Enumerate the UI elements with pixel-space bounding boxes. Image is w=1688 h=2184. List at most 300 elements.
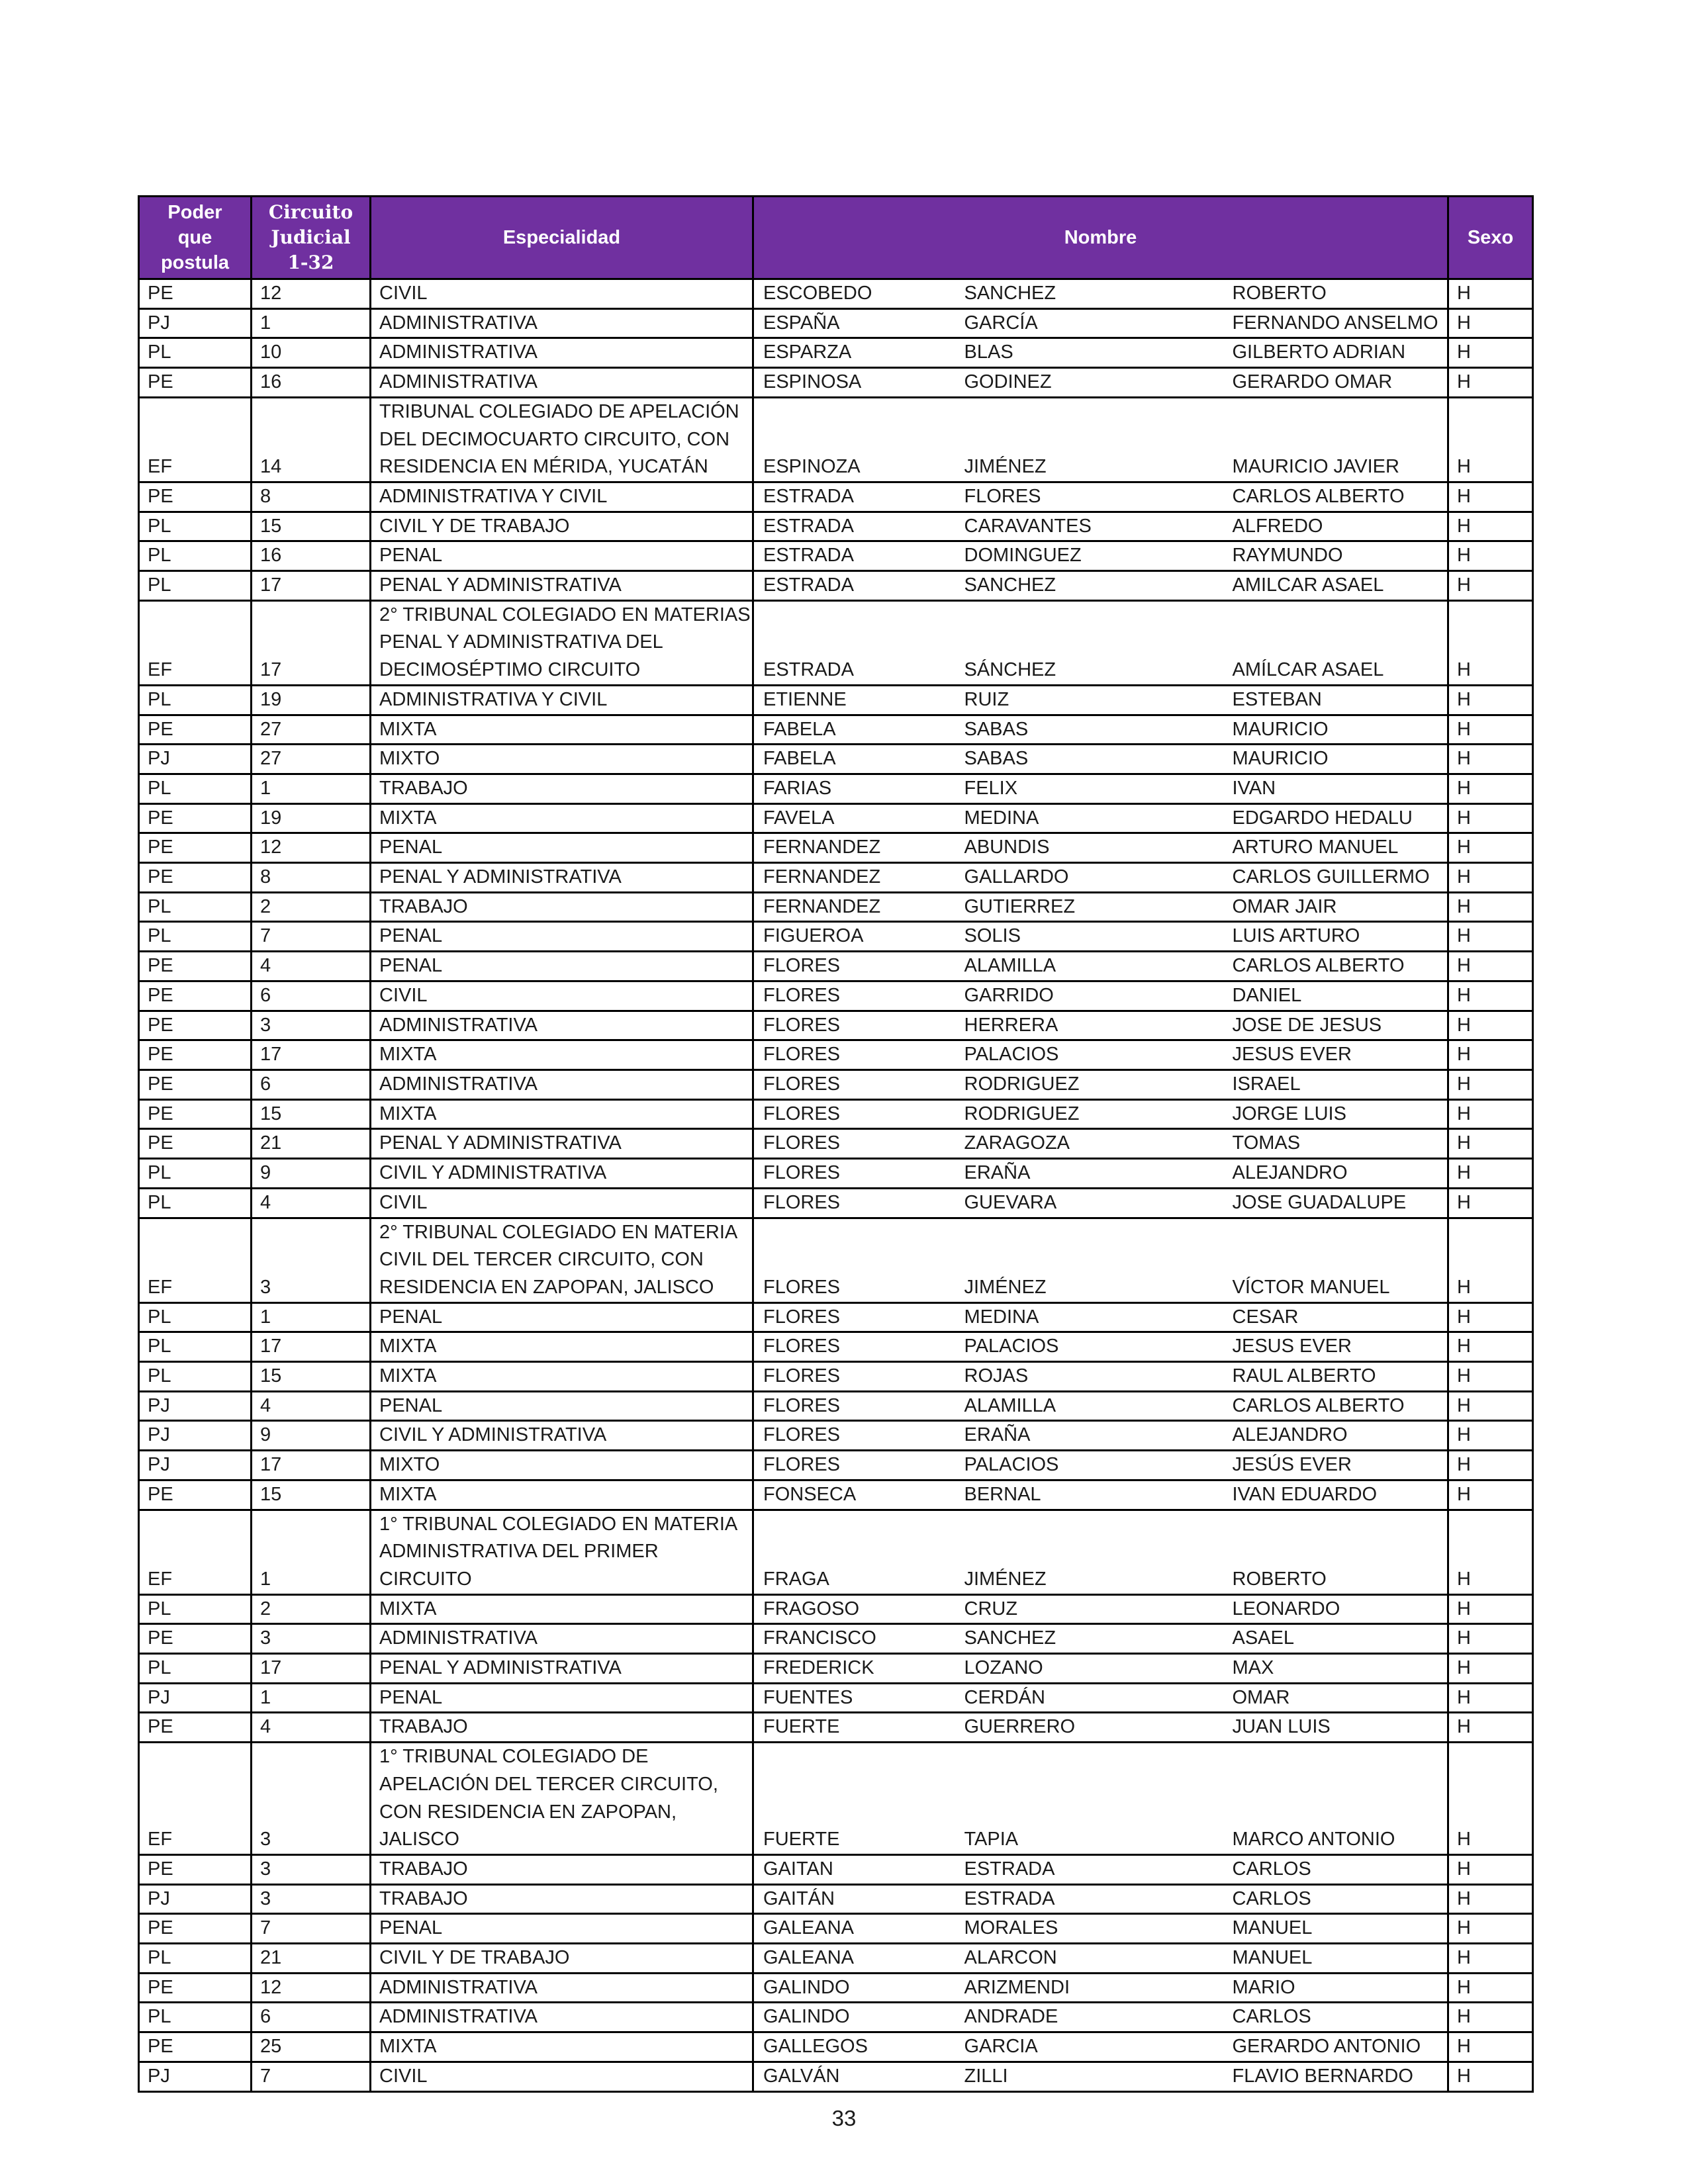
cell-poder: PE xyxy=(139,715,252,745)
table-row xyxy=(139,1040,1533,1070)
table-row xyxy=(139,1302,1533,1332)
cell-sexo: H xyxy=(1448,571,1533,601)
cell-apellido-paterno: FLORES xyxy=(753,1451,955,1480)
cell-sexo: H xyxy=(1448,1854,1533,1884)
cell-apellido-materno: SÁNCHEZ xyxy=(955,600,1223,685)
cell-sexo: H xyxy=(1448,1480,1533,1510)
cell-apellido-materno: ZARAGOZA xyxy=(955,1129,1223,1159)
cell-especialidad: 2° TRIBUNAL COLEGIADO EN MATERIAS PENAL Y ADMINISTRATIVA DEL DECIMOSÉPTIMO CIRCUITO xyxy=(371,600,753,685)
cell-poder: PE xyxy=(139,482,252,512)
cell-apellido-paterno: GAITAN xyxy=(753,1854,955,1884)
cell-apellido-materno: ESTRADA xyxy=(955,1884,1223,1914)
cell-nombres: FERNANDO ANSELMO xyxy=(1223,308,1448,338)
cell-especialidad: ADMINISTRATIVA xyxy=(371,368,753,398)
cell-especialidad: CIVIL xyxy=(371,279,753,309)
cell-nombres: GILBERTO ADRIAN xyxy=(1223,338,1448,368)
cell-sexo: H xyxy=(1448,952,1533,981)
cell-especialidad: 2° TRIBUNAL COLEGIADO EN MATERIA CIVIL DEL TERCER CIRCUITO, CON RESIDENCIA EN ZAPOPAN, JALISCO xyxy=(371,1218,753,1302)
cell-nombres: CESAR xyxy=(1223,1302,1448,1332)
cell-circuito: 15 xyxy=(252,512,371,541)
cell-poder: EF xyxy=(139,600,252,685)
cell-circuito: 3 xyxy=(252,1624,371,1654)
cell-nombres: OMAR xyxy=(1223,1683,1448,1713)
cell-sexo: H xyxy=(1448,541,1533,571)
cell-poder: PL xyxy=(139,541,252,571)
table-row xyxy=(139,1624,1533,1654)
cell-sexo: H xyxy=(1448,1129,1533,1159)
cell-sexo: H xyxy=(1448,1099,1533,1129)
cell-especialidad: PENAL Y ADMINISTRATIVA xyxy=(371,1129,753,1159)
cell-nombres: GERARDO OMAR xyxy=(1223,368,1448,398)
cell-poder: PE xyxy=(139,803,252,833)
cell-especialidad: ADMINISTRATIVA xyxy=(371,1069,753,1099)
cell-nombres: MAURICIO xyxy=(1223,745,1448,774)
cell-nombres: AMILCAR ASAEL xyxy=(1223,571,1448,601)
cell-apellido-materno: LOZANO xyxy=(955,1654,1223,1684)
table-row xyxy=(139,1391,1533,1421)
cell-poder: PL xyxy=(139,1654,252,1684)
cell-poder: PE xyxy=(139,1040,252,1070)
cell-apellido-materno: ABUNDIS xyxy=(955,833,1223,863)
cell-poder: PL xyxy=(139,1594,252,1624)
cell-apellido-paterno: FLORES xyxy=(753,1332,955,1362)
cell-apellido-paterno: ESTRADA xyxy=(753,512,955,541)
cell-apellido-paterno: FLORES xyxy=(753,1069,955,1099)
cell-poder: PE xyxy=(139,279,252,309)
cell-poder: PE xyxy=(139,1854,252,1884)
cell-nombres: CARLOS ALBERTO xyxy=(1223,1391,1448,1421)
table-row xyxy=(139,833,1533,863)
cell-apellido-materno: FLORES xyxy=(955,482,1223,512)
cell-nombres: ROBERTO xyxy=(1223,279,1448,309)
cell-especialidad: CIVIL Y DE TRABAJO xyxy=(371,512,753,541)
cell-apellido-paterno: GALEANA xyxy=(753,1914,955,1944)
cell-circuito: 12 xyxy=(252,279,371,309)
cell-nombres: ESTEBAN xyxy=(1223,685,1448,715)
cell-nombres: OMAR JAIR xyxy=(1223,892,1448,922)
table-row xyxy=(139,279,1533,309)
cell-nombres: ALEJANDRO xyxy=(1223,1159,1448,1189)
cell-nombres: ASAEL xyxy=(1223,1624,1448,1654)
cell-nombres: RAUL ALBERTO xyxy=(1223,1362,1448,1392)
cell-apellido-paterno: FERNANDEZ xyxy=(753,892,955,922)
cell-poder: PE xyxy=(139,1129,252,1159)
cell-nombres: JOSE DE JESUS xyxy=(1223,1011,1448,1040)
cell-apellido-paterno: ESPARZA xyxy=(753,338,955,368)
table-body xyxy=(139,279,1533,2092)
cell-poder: PL xyxy=(139,1362,252,1392)
cell-sexo: H xyxy=(1448,892,1533,922)
cell-circuito: 10 xyxy=(252,338,371,368)
cell-especialidad: TRABAJO xyxy=(371,774,753,803)
cell-poder: PL xyxy=(139,1944,252,1974)
cell-apellido-paterno: FUENTES xyxy=(753,1683,955,1713)
cell-nombres: ROBERTO xyxy=(1223,1510,1448,1594)
cell-sexo: H xyxy=(1448,774,1533,803)
page-number: 33 xyxy=(831,2106,857,2130)
header-especialidad: Especialidad xyxy=(371,197,753,279)
cell-poder: PL xyxy=(139,1332,252,1362)
cell-especialidad: PENAL xyxy=(371,922,753,952)
cell-circuito: 19 xyxy=(252,803,371,833)
cell-poder: PL xyxy=(139,1188,252,1218)
cell-apellido-materno: ARIZMENDI xyxy=(955,1973,1223,2003)
cell-nombres: LUIS ARTURO xyxy=(1223,922,1448,952)
cell-apellido-materno: SANCHEZ xyxy=(955,1624,1223,1654)
cell-circuito: 16 xyxy=(252,541,371,571)
table-row xyxy=(139,482,1533,512)
cell-sexo: H xyxy=(1448,397,1533,482)
cell-especialidad: ADMINISTRATIVA xyxy=(371,2003,753,2032)
cell-circuito: 1 xyxy=(252,308,371,338)
cell-apellido-paterno: FUERTE xyxy=(753,1743,955,1855)
table-row xyxy=(139,368,1533,398)
cell-circuito: 16 xyxy=(252,368,371,398)
cell-sexo: H xyxy=(1448,1944,1533,1974)
cell-apellido-paterno: FRANCISCO xyxy=(753,1624,955,1654)
cell-sexo: H xyxy=(1448,338,1533,368)
cell-sexo: H xyxy=(1448,1421,1533,1451)
cell-poder: PL xyxy=(139,2003,252,2032)
cell-nombres: ISRAEL xyxy=(1223,1069,1448,1099)
cell-apellido-materno: CRUZ xyxy=(955,1594,1223,1624)
cell-nombres: MARCO ANTONIO xyxy=(1223,1743,1448,1855)
cell-poder: PE xyxy=(139,1624,252,1654)
table-row xyxy=(139,1011,1533,1040)
cell-poder: PE xyxy=(139,952,252,981)
cell-especialidad: PENAL xyxy=(371,1391,753,1421)
cell-nombres: MANUEL xyxy=(1223,1914,1448,1944)
cell-circuito: 4 xyxy=(252,952,371,981)
cell-circuito: 21 xyxy=(252,1129,371,1159)
cell-poder: EF xyxy=(139,1510,252,1594)
candidates-table xyxy=(138,195,1534,2093)
cell-sexo: H xyxy=(1448,685,1533,715)
table-row xyxy=(139,2062,1533,2091)
cell-sexo: H xyxy=(1448,279,1533,309)
cell-apellido-materno: BERNAL xyxy=(955,1480,1223,1510)
cell-sexo: H xyxy=(1448,1302,1533,1332)
table-row xyxy=(139,1973,1533,2003)
cell-circuito: 17 xyxy=(252,1654,371,1684)
cell-nombres: CARLOS GUILLERMO xyxy=(1223,863,1448,893)
cell-circuito: 27 xyxy=(252,745,371,774)
cell-apellido-paterno: FABELA xyxy=(753,745,955,774)
cell-poder: PE xyxy=(139,1011,252,1040)
header-poder xyxy=(139,197,252,279)
cell-apellido-paterno: FERNANDEZ xyxy=(753,833,955,863)
header-poder-label: Poder que postula xyxy=(160,202,230,273)
cell-sexo: H xyxy=(1448,1914,1533,1944)
cell-apellido-materno: DOMINGUEZ xyxy=(955,541,1223,571)
cell-especialidad: 1° TRIBUNAL COLEGIADO EN MATERIA ADMINISTRATIVA DEL PRIMER CIRCUITO xyxy=(371,1510,753,1594)
cell-sexo: H xyxy=(1448,1973,1533,2003)
cell-poder: PJ xyxy=(139,308,252,338)
cell-apellido-paterno: FLORES xyxy=(753,1011,955,1040)
cell-apellido-materno: BLAS xyxy=(955,338,1223,368)
table-row xyxy=(139,715,1533,745)
cell-nombres: JESUS EVER xyxy=(1223,1332,1448,1362)
cell-especialidad: ADMINISTRATIVA xyxy=(371,338,753,368)
cell-nombres: GERARDO ANTONIO xyxy=(1223,2032,1448,2062)
cell-circuito: 12 xyxy=(252,1973,371,2003)
cell-circuito: 7 xyxy=(252,2062,371,2091)
cell-nombres: AMÍLCAR ASAEL xyxy=(1223,600,1448,685)
cell-circuito: 9 xyxy=(252,1421,371,1451)
cell-circuito: 3 xyxy=(252,1854,371,1884)
cell-nombres: ARTURO MANUEL xyxy=(1223,833,1448,863)
cell-circuito: 3 xyxy=(252,1218,371,1302)
cell-apellido-paterno: GALVÁN xyxy=(753,2062,955,2091)
cell-sexo: H xyxy=(1448,1218,1533,1302)
cell-poder: PJ xyxy=(139,1421,252,1451)
cell-sexo: H xyxy=(1448,600,1533,685)
cell-especialidad: PENAL xyxy=(371,541,753,571)
table-row xyxy=(139,1451,1533,1480)
cell-sexo: H xyxy=(1448,745,1533,774)
cell-apellido-paterno: ESPINOZA xyxy=(753,397,955,482)
table-row xyxy=(139,600,1533,685)
table-row xyxy=(139,1654,1533,1684)
cell-apellido-materno: ERAÑA xyxy=(955,1421,1223,1451)
cell-circuito: 1 xyxy=(252,774,371,803)
cell-sexo: H xyxy=(1448,1594,1533,1624)
cell-apellido-paterno: FRAGA xyxy=(753,1510,955,1594)
cell-apellido-paterno: FREDERICK xyxy=(753,1654,955,1684)
table-row xyxy=(139,2003,1533,2032)
cell-nombres: JORGE LUIS xyxy=(1223,1099,1448,1129)
cell-circuito: 17 xyxy=(252,600,371,685)
cell-especialidad: PENAL xyxy=(371,952,753,981)
cell-nombres: CARLOS xyxy=(1223,2003,1448,2032)
cell-apellido-paterno: FERNANDEZ xyxy=(753,863,955,893)
cell-especialidad: ADMINISTRATIVA xyxy=(371,308,753,338)
cell-poder: PE xyxy=(139,1480,252,1510)
cell-poder: PE xyxy=(139,1069,252,1099)
cell-circuito: 15 xyxy=(252,1480,371,1510)
cell-nombres: JOSE GUADALUPE xyxy=(1223,1188,1448,1218)
cell-sexo: H xyxy=(1448,1040,1533,1070)
cell-sexo: H xyxy=(1448,803,1533,833)
table-row xyxy=(139,1713,1533,1743)
table-row xyxy=(139,1188,1533,1218)
cell-apellido-materno: PALACIOS xyxy=(955,1040,1223,1070)
cell-nombres: IVAN xyxy=(1223,774,1448,803)
cell-sexo: H xyxy=(1448,1069,1533,1099)
cell-apellido-materno: GALLARDO xyxy=(955,863,1223,893)
cell-apellido-materno: HERRERA xyxy=(955,1011,1223,1040)
cell-nombres: JUAN LUIS xyxy=(1223,1713,1448,1743)
table-row xyxy=(139,1683,1533,1713)
cell-especialidad: ADMINISTRATIVA xyxy=(371,1624,753,1654)
table-row xyxy=(139,803,1533,833)
cell-sexo: H xyxy=(1448,922,1533,952)
cell-apellido-paterno: FLORES xyxy=(753,1188,955,1218)
cell-sexo: H xyxy=(1448,1391,1533,1421)
table-row xyxy=(139,1884,1533,1914)
cell-especialidad: MIXTA xyxy=(371,2032,753,2062)
cell-apellido-materno: JIMÉNEZ xyxy=(955,1218,1223,1302)
table-row xyxy=(139,512,1533,541)
header-circuito xyxy=(252,197,371,279)
cell-especialidad: MIXTA xyxy=(371,1332,753,1362)
cell-especialidad: PENAL Y ADMINISTRATIVA xyxy=(371,571,753,601)
cell-apellido-materno: ANDRADE xyxy=(955,2003,1223,2032)
cell-apellido-materno: JIMÉNEZ xyxy=(955,1510,1223,1594)
cell-sexo: H xyxy=(1448,1654,1533,1684)
cell-apellido-paterno: ESTRADA xyxy=(753,600,955,685)
cell-especialidad: MIXTA xyxy=(371,1362,753,1392)
cell-especialidad: MIXTA xyxy=(371,715,753,745)
cell-poder: PE xyxy=(139,863,252,893)
table-row xyxy=(139,338,1533,368)
cell-apellido-materno: SANCHEZ xyxy=(955,571,1223,601)
cell-nombres: TOMAS xyxy=(1223,1129,1448,1159)
cell-circuito: 6 xyxy=(252,2003,371,2032)
cell-nombres: MAURICIO xyxy=(1223,715,1448,745)
cell-circuito: 3 xyxy=(252,1011,371,1040)
cell-especialidad: MIXTA xyxy=(371,803,753,833)
cell-circuito: 17 xyxy=(252,571,371,601)
cell-poder: PL xyxy=(139,571,252,601)
cell-apellido-materno: ALAMILLA xyxy=(955,1391,1223,1421)
cell-nombres: VÍCTOR MANUEL xyxy=(1223,1218,1448,1302)
table-row xyxy=(139,922,1533,952)
cell-poder: PJ xyxy=(139,1391,252,1421)
cell-poder: EF xyxy=(139,1218,252,1302)
cell-apellido-materno: ALARCON xyxy=(955,1944,1223,1974)
cell-circuito: 4 xyxy=(252,1713,371,1743)
cell-especialidad: CIVIL xyxy=(371,981,753,1011)
cell-especialidad: ADMINISTRATIVA xyxy=(371,1973,753,2003)
cell-circuito: 3 xyxy=(252,1884,371,1914)
cell-poder: PE xyxy=(139,1973,252,2003)
cell-nombres: EDGARDO HEDALU xyxy=(1223,803,1448,833)
cell-nombres: FLAVIO BERNARDO xyxy=(1223,2062,1448,2091)
cell-poder: PJ xyxy=(139,2062,252,2091)
cell-apellido-materno: MORALES xyxy=(955,1914,1223,1944)
cell-nombres: CARLOS xyxy=(1223,1854,1448,1884)
cell-circuito: 1 xyxy=(252,1510,371,1594)
cell-nombres: CARLOS xyxy=(1223,1884,1448,1914)
cell-apellido-paterno: FLORES xyxy=(753,952,955,981)
cell-poder: PL xyxy=(139,892,252,922)
cell-circuito: 21 xyxy=(252,1944,371,1974)
cell-sexo: H xyxy=(1448,1188,1533,1218)
cell-especialidad: PENAL Y ADMINISTRATIVA xyxy=(371,1654,753,1684)
cell-apellido-paterno: FLORES xyxy=(753,1218,955,1302)
cell-circuito: 17 xyxy=(252,1332,371,1362)
cell-circuito: 1 xyxy=(252,1302,371,1332)
cell-apellido-paterno: GALEANA xyxy=(753,1944,955,1974)
cell-apellido-materno: SANCHEZ xyxy=(955,279,1223,309)
cell-apellido-paterno: ETIENNE xyxy=(753,685,955,715)
cell-apellido-materno: JIMÉNEZ xyxy=(955,397,1223,482)
cell-apellido-paterno: FLORES xyxy=(753,1040,955,1070)
table-row xyxy=(139,1069,1533,1099)
cell-especialidad: MIXTA xyxy=(371,1040,753,1070)
cell-especialidad: 1° TRIBUNAL COLEGIADO DE APELACIÓN DEL TERCER CIRCUITO, CON RESIDENCIA EN ZAPOPAN, JALISCO xyxy=(371,1743,753,1855)
table-row xyxy=(139,863,1533,893)
cell-poder: PL xyxy=(139,512,252,541)
cell-apellido-materno: ALAMILLA xyxy=(955,952,1223,981)
cell-sexo: H xyxy=(1448,1743,1533,1855)
cell-circuito: 19 xyxy=(252,685,371,715)
cell-sexo: H xyxy=(1448,1451,1533,1480)
cell-apellido-paterno: FLORES xyxy=(753,1421,955,1451)
cell-apellido-materno: ERAÑA xyxy=(955,1159,1223,1189)
cell-apellido-paterno: FUERTE xyxy=(753,1713,955,1743)
cell-circuito: 2 xyxy=(252,1594,371,1624)
cell-apellido-materno: ESTRADA xyxy=(955,1854,1223,1884)
cell-apellido-paterno: ESTRADA xyxy=(753,541,955,571)
cell-nombres: MARIO xyxy=(1223,1973,1448,2003)
cell-sexo: H xyxy=(1448,833,1533,863)
cell-apellido-materno: PALACIOS xyxy=(955,1451,1223,1480)
cell-circuito: 1 xyxy=(252,1683,371,1713)
cell-especialidad: TRABAJO xyxy=(371,892,753,922)
table-row xyxy=(139,2032,1533,2062)
cell-especialidad: TRABAJO xyxy=(371,1713,753,1743)
table-row xyxy=(139,541,1533,571)
table-row xyxy=(139,1480,1533,1510)
cell-apellido-materno: GODINEZ xyxy=(955,368,1223,398)
cell-poder: PE xyxy=(139,981,252,1011)
cell-apellido-paterno: FONSECA xyxy=(753,1480,955,1510)
cell-poder: PL xyxy=(139,922,252,952)
table-header xyxy=(139,197,1533,279)
table-row xyxy=(139,774,1533,803)
cell-apellido-paterno: FRAGOSO xyxy=(753,1594,955,1624)
cell-nombres: CARLOS ALBERTO xyxy=(1223,482,1448,512)
cell-especialidad: MIXTA xyxy=(371,1480,753,1510)
cell-poder: PL xyxy=(139,338,252,368)
cell-apellido-paterno: FIGUEROA xyxy=(753,922,955,952)
cell-apellido-paterno: ESCOBEDO xyxy=(753,279,955,309)
cell-apellido-paterno: ESPINOSA xyxy=(753,368,955,398)
table-row xyxy=(139,1510,1533,1594)
cell-apellido-materno: RODRIGUEZ xyxy=(955,1069,1223,1099)
cell-apellido-paterno: ESTRADA xyxy=(753,571,955,601)
cell-sexo: H xyxy=(1448,1159,1533,1189)
cell-especialidad: TRIBUNAL COLEGIADO DE APELACIÓN DEL DECIMOCUARTO CIRCUITO, CON RESIDENCIA EN MÉRIDA, YUCATÁN xyxy=(371,397,753,482)
cell-apellido-materno: ZILLI xyxy=(955,2062,1223,2091)
cell-apellido-materno: SABAS xyxy=(955,745,1223,774)
cell-circuito: 7 xyxy=(252,922,371,952)
cell-circuito: 3 xyxy=(252,1743,371,1855)
table-row xyxy=(139,1914,1533,1944)
cell-apellido-paterno: FLORES xyxy=(753,1129,955,1159)
table-row xyxy=(139,892,1533,922)
cell-circuito: 8 xyxy=(252,482,371,512)
cell-apellido-paterno: FAVELA xyxy=(753,803,955,833)
cell-nombres: MANUEL xyxy=(1223,1944,1448,1974)
cell-nombres: RAYMUNDO xyxy=(1223,541,1448,571)
cell-sexo: H xyxy=(1448,368,1533,398)
cell-apellido-paterno: ESTRADA xyxy=(753,482,955,512)
table-row xyxy=(139,1159,1533,1189)
cell-nombres: JESÚS EVER xyxy=(1223,1451,1448,1480)
cell-poder: PJ xyxy=(139,1451,252,1480)
table-row xyxy=(139,1362,1533,1392)
cell-apellido-materno: CARAVANTES xyxy=(955,512,1223,541)
cell-poder: PJ xyxy=(139,1683,252,1713)
cell-apellido-paterno: FLORES xyxy=(753,1391,955,1421)
cell-apellido-materno: ROJAS xyxy=(955,1362,1223,1392)
cell-poder: PE xyxy=(139,1713,252,1743)
cell-sexo: H xyxy=(1448,715,1533,745)
cell-circuito: 14 xyxy=(252,397,371,482)
